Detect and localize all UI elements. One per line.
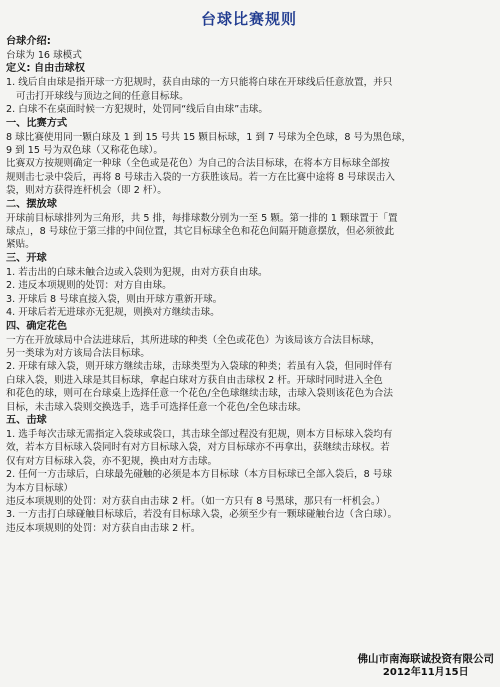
shooting-line: 3. 一方击打白球碰触目标球后，若没有目标球入袋，必须至少有一颗球碰触台边（含白球）。 <box>6 509 398 521</box>
shooting-line: 1. 选手每次击球无需指定入袋球或袋口，其击球全部过程没有犯规，则本方目标球入袋均有 <box>6 428 393 440</box>
shooting-line: 2. 任何一方击球后，白球最先碰触的必须是本方目标球（本方目标球已全部入袋后，8 号球 <box>6 469 392 481</box>
match-format-line: 比赛双方按规则确定一种球（全色或是花色）为自己的合法目标球，在将本方目标球全部按 <box>6 158 390 170</box>
section-match-format <box>6 117 492 198</box>
break-line: 4. 开球后若无进球亦无犯规，则换对方继续击球。 <box>6 307 220 319</box>
shooting-line: 违反本项规则的处罚：对方获自由击球 2 杆。（如一方只有 8 号黑球，那只有一杆机会。） <box>6 495 386 507</box>
racking-line: 球点」，8 号球位于第三排的中间位置，其它目标球全色和花色间隔开随意摆放，但必须彼此 <box>6 226 395 238</box>
section-racking <box>6 198 492 252</box>
issue-date: 2012年11月15日 <box>382 667 469 678</box>
break-heading: 三、开球 <box>6 252 47 264</box>
definition-line: 2. 白球不在桌面时候一方犯规时，处罚同“线后自由球”击球。 <box>6 104 268 116</box>
definition-line: 1. 线后自由球是指开球一方犯规时，获自由球的一方只能将白球在开球线后任意放置，并只 <box>6 77 393 89</box>
section-intro <box>6 35 492 62</box>
break-line: 3. 开球后 8 号球直接入袋，则由开球方重新开球。 <box>6 293 223 305</box>
issuer-signature <box>358 653 495 679</box>
match-format-line: 9 到 15 号为双色球（又称花色球）。 <box>6 145 163 157</box>
match-format-heading: 一、比赛方式 <box>6 117 68 129</box>
shooting-line: 效，若本方目标球入袋同时有对方目标球入袋，对方目标球亦不再拿出，获继续击球权。若 <box>6 442 390 454</box>
section-definition <box>6 62 492 116</box>
shooting-line: 为本方目标球） <box>6 482 74 494</box>
section-group <box>6 320 492 414</box>
racking-heading: 二、摆放球 <box>6 198 57 210</box>
group-line: 另一类球为对方该局合法目标球。 <box>6 347 150 359</box>
shooting-line: 违反本项规则的处罚：对方获自由击球 2 杆。 <box>6 522 201 534</box>
break-line: 1. 若击出的白球未触合边或入袋则为犯规，由对方获自由球。 <box>6 266 268 278</box>
match-format-line: 规则击七录中袋后，再将 8 号球击入袋的一方获胜该局。若一方在比赛中途将 8 号球误击入 <box>6 171 395 183</box>
issuer-company: 佛山市南海联诚投资有限公司 <box>357 653 494 665</box>
group-line: 目标，未击球入袋则交换选手，选手可选择任意一个花色/全色球击球。 <box>6 401 307 413</box>
group-heading: 四、确定花色 <box>6 320 68 332</box>
group-line: 一方在开放球局中合法进球后，其所进球的种类（全色或花色）为该局该方合法目标球， <box>6 334 381 346</box>
match-format-line: 袋，则对方获得连杆机会（即 2 杆）。 <box>6 185 167 197</box>
intro-text: 台球为 16 球模式 <box>6 50 82 61</box>
shooting-line: 仅有对方目标球入袋，亦不犯规，换由对方击球。 <box>6 455 218 467</box>
page-title: 台球比赛规则 <box>200 10 297 28</box>
shooting-heading: 五、击球 <box>6 414 47 426</box>
intro-heading: 台球介绍: <box>6 36 51 47</box>
racking-line: 紧贴。 <box>6 239 35 251</box>
break-line: 2. 违反本项规则的处罚：对方自由球。 <box>6 280 172 292</box>
group-line: 白球入袋，则进入球是其目标球，拿起白球对方获自由击球权 2 杆。开球时同时进入全色 <box>6 374 383 386</box>
match-format-line: 8 球比赛使用同一颗白球及 1 到 15 号共 15 颗目标球，1 到 7 号球为全色球，8 号为黑色球， <box>6 131 412 143</box>
definition-heading: 定义: 自由击球权 <box>6 63 85 75</box>
section-shooting <box>6 414 492 535</box>
section-break <box>6 252 492 320</box>
group-line: 和花色的球，则可在台球桌上选择任意一个花色/全色球继续击球，击球入袋则该花色为合法 <box>6 388 393 400</box>
definition-line: 可击打开球线与顶边之间的任意目标球。 <box>16 90 189 102</box>
group-line: 2. 开球有球入袋，则开球方继续击球，击球类型为入袋球的种类；若虽有入袋，但同时伴有 <box>6 361 393 373</box>
racking-line: 开球前目标球排列为三角形，共 5 排，每排球数分别为一至 5 颗。第一排的 1 颗球置于「置 <box>6 212 398 224</box>
